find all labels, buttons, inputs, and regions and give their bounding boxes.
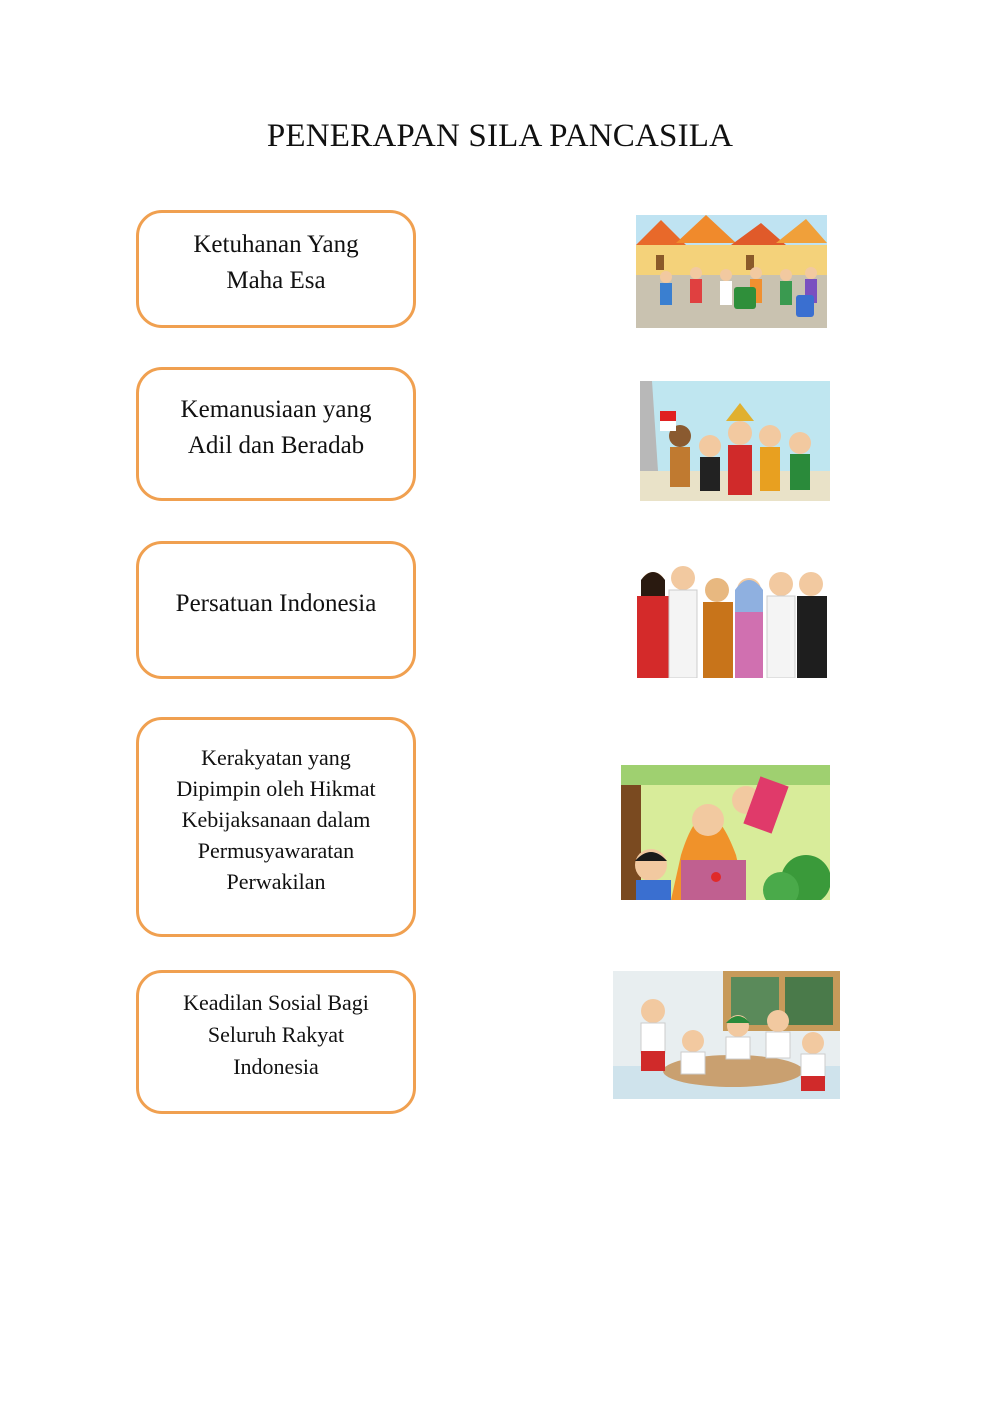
illustration-classroom-discussion[interactable] xyxy=(613,971,840,1099)
sila-card-2[interactable] xyxy=(136,367,416,501)
sila-card-5[interactable] xyxy=(136,970,416,1114)
illustration-religious-diversity[interactable] xyxy=(631,556,830,678)
sila-card-4[interactable] xyxy=(136,717,416,937)
illustration-traditional-costumes[interactable] xyxy=(640,381,830,501)
illustration-family-care[interactable] xyxy=(621,765,830,900)
illustration-community-cleanup[interactable] xyxy=(636,215,827,328)
sila-card-3[interactable] xyxy=(136,541,416,679)
sila-card-label: Kerakyatan yang Dipimpin oleh Hikmat Kebijaksanaan dalam Permusyawaratan Perwakilan xyxy=(176,745,376,894)
sila-card-label: Persatuan Indonesia xyxy=(175,590,377,617)
sila-card-label: Kemanusiaan yang Adil dan Beradab xyxy=(180,396,372,459)
page-title: PENERAPAN SILA PANCASILA xyxy=(266,118,734,154)
sila-card-1[interactable] xyxy=(136,210,416,328)
sila-card-label: Ketuhanan Yang Maha Esa xyxy=(193,231,359,294)
sila-card-label: Keadilan Sosial Bagi Seluruh Rakyat Indonesia xyxy=(183,990,369,1079)
